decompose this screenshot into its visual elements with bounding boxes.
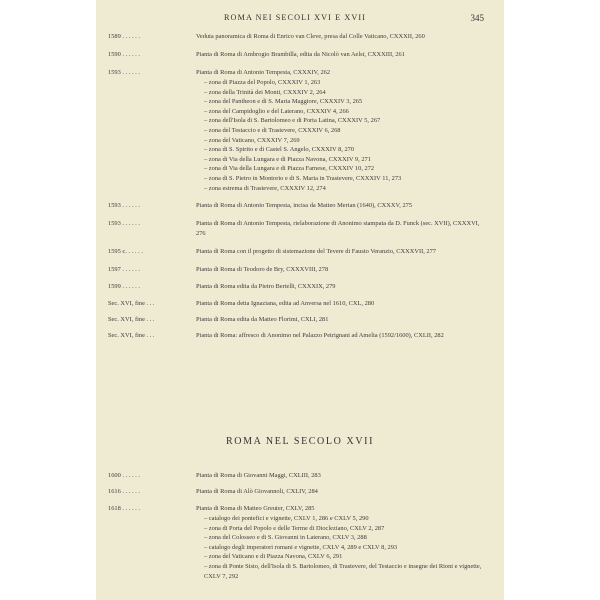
entry-sub-item: – zona dell'Isola di S. Bartolomeo e di Porta Latina, CXXXIV 5, 267	[204, 117, 381, 125]
entry-date: 1595 c. . . . . .	[108, 248, 143, 256]
entry-sub-item: – zona del Testaccio e di Trastevere, CXXXIV 6, 268	[204, 126, 341, 134]
entry-title: Pianta di Roma edita da Matteo Florimi, CXLI, 281	[196, 316, 329, 324]
entry-body	[196, 331, 504, 341]
entry-sub-item: – zona estrema di Trastevere, CXXXIV 12, 274	[204, 184, 326, 192]
entry-title: Pianta di Roma: affresco di Anonimo nel Palazzo Petrignani ad Amelia (1592/1600), CXLII, 282	[196, 332, 444, 340]
entry-sub-item: – zona della Trinità dei Monti, CXXXIV 2, 264	[204, 88, 326, 96]
entry-date: Sec. XVI, fine . . .	[108, 300, 155, 308]
entries-list-17th-century	[96, 471, 504, 581]
index-entry	[96, 32, 504, 42]
entry-body	[196, 32, 504, 42]
entry-sub-item: – zona del Vaticano, CXXXIV 7, 269	[204, 136, 300, 144]
index-entry	[96, 471, 504, 481]
entry-title: Pianta di Roma di Matteo Greuter, CXLV, 285	[196, 505, 315, 512]
entry-date: 1618 . . . . . .	[108, 505, 140, 512]
entry-sub-item: – zona del Vaticano e di Piazza Navona, CXLV 6, 291	[204, 553, 343, 561]
entry-body	[196, 471, 504, 481]
entry-date: 1597 . . . . . .	[108, 266, 140, 274]
page-number: 345	[470, 13, 484, 23]
entry-body	[196, 68, 504, 193]
index-entry	[96, 68, 504, 193]
entry-date: 1600 . . . . . .	[108, 472, 140, 479]
section-title: ROMA NEL SECOLO XVII	[225, 436, 374, 447]
index-entry	[96, 50, 504, 60]
entry-title: Pianta di Roma edita da Pietro Bertelli, CXXXIX, 279	[196, 283, 336, 291]
entry-body	[196, 504, 504, 581]
entry-sub-item: – catalogo dei pontefici e vignette, CXLV 1, 286 e CXLV 5, 290	[204, 515, 369, 522]
index-entry	[96, 487, 504, 497]
entry-date: 1599 . . . . . .	[108, 283, 140, 291]
entry-sub-item: – zona del Colosseo e di S. Giovanni in Laterano, CXLV 3, 288	[204, 534, 367, 542]
entry-sub-item: – zona del Campidoglio e del Laterano, CXXXIV 4, 266	[204, 107, 349, 115]
entry-date: 1589 . . . . . .	[108, 33, 140, 40]
entry-sub-item: – zona di Piazza del Popolo, CXXXIV 1, 263	[204, 79, 321, 86]
entry-sub-item: – zona di Via della Lungara e di Piazza Navona, CXXXIV 9, 271	[204, 155, 371, 163]
entry-date: 1616 . . . . . .	[108, 488, 140, 495]
entry-date: 1593 . . . . . .	[108, 69, 140, 76]
entry-body	[196, 219, 504, 239]
entry-sub-item: – zona di Ponte Sisto, dell'Isola di S. Bartolomeo, di Trastevere, del Testaccio e insegne dei Rioni e vignette, CXLV 7, 292	[204, 562, 482, 580]
entry-body	[196, 487, 504, 497]
index-entry	[96, 299, 504, 309]
entry-body	[196, 282, 504, 292]
running-head: ROMA NEI SECOLI XVI E XVII	[224, 13, 367, 22]
entry-title: Pianta di Roma di Antonio Tempesta, rielaborazione di Anonimo stampata da D. Funck (sec. XVII), CXXXVI, 276	[196, 220, 480, 238]
index-entry	[96, 331, 504, 341]
entry-body	[196, 299, 504, 309]
entry-title: Pianta di Roma con il progetto di sistemazione del Tevere di Fausto Veranzio, CXXXVII, 277	[196, 248, 436, 256]
entry-title: Pianta di Roma detta Ignaziana, edita ad Anversa nel 1610, CXL, 280	[196, 300, 375, 308]
entries-list-16th-century	[96, 32, 504, 341]
book-page	[96, 0, 504, 600]
entry-sub-item: – catalogo degli imperatori romani e vignette, CXLV 4, 289 e CXLV 8, 293	[204, 543, 398, 551]
entry-sub-item: – zona del Pantheon e di S. Maria Maggiore, CXXXIV 3, 265	[204, 98, 363, 106]
index-entry	[96, 219, 504, 239]
page-header	[96, 13, 504, 27]
entry-title: Pianta di Roma di Antonio Tempesta, incisa da Matteo Merian (1640), CXXXV, 275	[196, 202, 413, 210]
entry-sub-item: – zona di S. Spirito e di Castel S. Angelo, CXXXIV 8, 270	[204, 146, 355, 154]
entry-body	[196, 50, 504, 60]
entry-sub-item: – zona di S. Pietro in Montorio e di S. Maria in Trastevere, CXXXIV 11, 273	[204, 174, 402, 182]
entry-date: Sec. XVI, fine . . .	[108, 316, 155, 324]
entry-title: Pianta di Roma di Giovanni Maggi, CXLIII, 283	[196, 472, 321, 479]
entry-body	[196, 315, 504, 325]
entry-sub-list	[196, 514, 490, 581]
entry-title: Pianta di Roma di Alò Giovannoli, CXLIV, 284	[196, 488, 318, 495]
entry-date: 1593 . . . . . .	[108, 220, 140, 228]
entry-title: Pianta di Roma di Ambrogio Brambilla, edita da Nicolò van Aelst, CXXXIII, 261	[196, 51, 405, 58]
index-entry	[96, 282, 504, 292]
entry-sub-item: – zona di Via della Lungara e di Piazza Farnese, CXXXIV 10, 272	[204, 165, 375, 173]
entry-sub-list	[196, 78, 490, 193]
entry-title: Pianta di Roma di Antonio Tempesta, CXXXIV, 262	[196, 69, 331, 76]
index-entry	[96, 504, 504, 581]
entry-body	[196, 201, 504, 211]
entry-body	[196, 247, 504, 257]
entry-title: Veduta panoramica di Roma di Enrico van Cleve, presa dal Colle Vaticano, CXXXII, 260	[196, 33, 425, 40]
entry-date: Sec. XVI, fine . . .	[108, 332, 155, 340]
index-entry	[96, 247, 504, 257]
entry-body	[196, 265, 504, 275]
entry-date: 1593 . . . . . .	[108, 202, 140, 210]
entry-date: 1590 . . . . . .	[108, 51, 140, 58]
entry-sub-item: – zona di Porta del Popolo e delle Terme di Diocleziano, CXLV 2, 287	[204, 524, 385, 532]
entry-title: Pianta di Roma di Teodoro de Bry, CXXXVIII, 278	[196, 266, 329, 274]
index-entry	[96, 265, 504, 275]
index-entry	[96, 315, 504, 325]
index-entry	[96, 201, 504, 211]
